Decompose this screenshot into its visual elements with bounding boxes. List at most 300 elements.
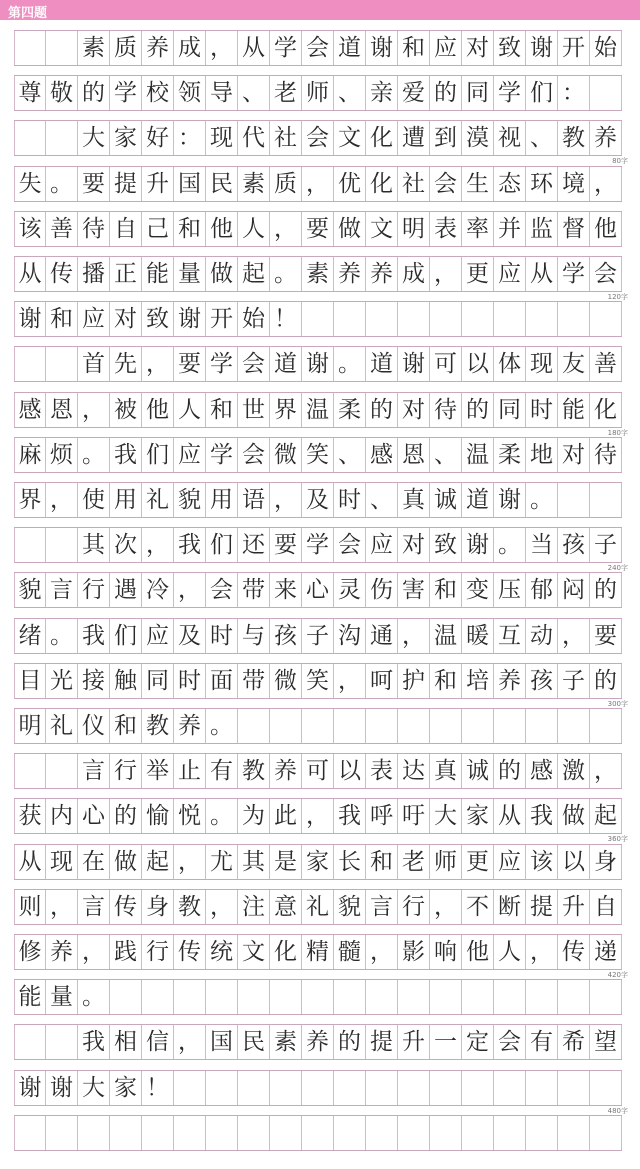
grid-cell: 郁: [526, 573, 558, 607]
grid-cell: 到: [430, 121, 462, 155]
grid-cell: 恩: [398, 438, 430, 472]
grid-cell: 成: [398, 257, 430, 291]
grid-cell: 害: [398, 573, 430, 607]
grid-cell: 养: [590, 121, 622, 155]
grid-cell: 质: [110, 31, 142, 65]
grid-cell: 学: [270, 31, 302, 65]
grid-cell: [238, 709, 270, 743]
grid-cell: 要: [174, 347, 206, 381]
grid-cell: 我: [78, 619, 110, 653]
grid-cell: 会: [206, 573, 238, 607]
grid-cell: ，: [526, 935, 558, 969]
grid-cell: [238, 1071, 270, 1105]
grid-cell: 传: [558, 935, 590, 969]
grid-cell: 希: [558, 1025, 590, 1059]
grid-cell: 对: [398, 393, 430, 427]
grid-cell: 的: [590, 664, 622, 698]
grid-cell: [46, 31, 78, 65]
grid-cell: [366, 1071, 398, 1105]
grid-cell: 升: [398, 1025, 430, 1059]
grid-cell: [366, 709, 398, 743]
grid-cell: 变: [462, 573, 494, 607]
grid-cell: 师: [430, 845, 462, 879]
grid-cell: 践: [110, 935, 142, 969]
grid-cell: 的: [366, 393, 398, 427]
grid-cell: 目: [14, 664, 46, 698]
grid-cell: 暖: [462, 619, 494, 653]
grid-cell: 内: [46, 799, 78, 833]
grid-cell: ，: [174, 845, 206, 879]
grid-row: [14, 572, 622, 608]
grid-cell: 更: [462, 257, 494, 291]
grid-cell: 待: [430, 393, 462, 427]
grid-cell: 道: [270, 347, 302, 381]
grid-cell: 触: [110, 664, 142, 698]
grid-cell: 从: [14, 845, 46, 879]
grid-cell: ！: [270, 302, 302, 336]
grid-cell: 灵: [334, 573, 366, 607]
grid-cell: 会: [238, 438, 270, 472]
grid-cell: 、: [366, 483, 398, 517]
grid-cell: 行: [110, 754, 142, 788]
grid-cell: [270, 1071, 302, 1105]
grid-cell: 柔: [494, 438, 526, 472]
grid-cell: 在: [78, 845, 110, 879]
grid-cell: [430, 980, 462, 1014]
grid-cell: 教: [174, 890, 206, 924]
grid-cell: 友: [558, 347, 590, 381]
grid-cell: 应: [430, 31, 462, 65]
grid-cell: 家: [110, 121, 142, 155]
grid-cell: [302, 1116, 334, 1150]
grid-cell: 时: [174, 664, 206, 698]
grid-cell: 和: [430, 664, 462, 698]
word-count-label: 120字: [607, 293, 628, 301]
grid-cell: 恩: [46, 393, 78, 427]
grid-cell: 表: [430, 212, 462, 246]
grid-cell: 尤: [206, 845, 238, 879]
grid-cell: 督: [558, 212, 590, 246]
grid-cell: 养: [174, 709, 206, 743]
grid-cell: 现: [46, 845, 78, 879]
grid-cell: [206, 1116, 238, 1150]
grid-row: [14, 798, 622, 834]
grid-cell: 起: [142, 845, 174, 879]
grid-cell: 温: [302, 393, 334, 427]
grid-cell: 环: [526, 167, 558, 201]
grid-cell: ，: [398, 619, 430, 653]
grid-cell: 养: [302, 1025, 334, 1059]
grid-cell: 使: [78, 483, 110, 517]
grid-cell: 。: [494, 528, 526, 562]
grid-cell: 谢: [366, 31, 398, 65]
grid-cell: 行: [142, 935, 174, 969]
grid-cell: ！: [142, 1071, 174, 1105]
grid-cell: 面: [206, 664, 238, 698]
grid-cell: 开: [558, 31, 590, 65]
grid-cell: 老: [270, 76, 302, 110]
grid-cell: ：: [174, 121, 206, 155]
grid-cell: 养: [270, 754, 302, 788]
grid-cell: 视: [494, 121, 526, 155]
grid-cell: 的: [110, 799, 142, 833]
grid-cell: ，: [302, 799, 334, 833]
grid-cell: 要: [590, 619, 622, 653]
grid-cell: 谢: [14, 1071, 46, 1105]
grid-cell: 校: [142, 76, 174, 110]
grid-cell: [206, 1071, 238, 1105]
grid-cell: [590, 1071, 622, 1105]
grid-cell: 烦: [46, 438, 78, 472]
grid-row: [14, 844, 622, 880]
grid-cell: [590, 1116, 622, 1150]
grid-cell: 举: [142, 754, 174, 788]
grid-cell: [590, 980, 622, 1014]
grid-cell: 致: [494, 31, 526, 65]
grid-cell: 柔: [334, 393, 366, 427]
grid-row: [14, 1024, 622, 1060]
grid-cell: ，: [430, 890, 462, 924]
grid-cell: [302, 709, 334, 743]
grid-cell: [142, 980, 174, 1014]
grid-cell: 会: [430, 167, 462, 201]
grid-cell: 貌: [14, 573, 46, 607]
grid-cell: ，: [590, 167, 622, 201]
grid-row: [14, 753, 622, 789]
grid-cell: 其: [238, 845, 270, 879]
essay-grid-sheet: [0, 20, 640, 1169]
grid-cell: 同: [142, 664, 174, 698]
grid-cell: 注: [238, 890, 270, 924]
grid-cell: [558, 483, 590, 517]
grid-cell: 道: [334, 31, 366, 65]
grid-cell: 正: [110, 257, 142, 291]
grid-cell: 待: [590, 438, 622, 472]
grid-cell: 、: [334, 76, 366, 110]
grid-cell: 用: [206, 483, 238, 517]
grid-cell: 此: [270, 799, 302, 833]
grid-cell: 现: [206, 121, 238, 155]
grid-cell: 传: [46, 257, 78, 291]
grid-cell: 的: [78, 76, 110, 110]
grid-cell: 麻: [14, 438, 46, 472]
grid-cell: 带: [238, 664, 270, 698]
grid-cell: 会: [302, 31, 334, 65]
grid-cell: ，: [142, 528, 174, 562]
grid-cell: 监: [526, 212, 558, 246]
grid-cell: 培: [462, 664, 494, 698]
grid-cell: 遇: [110, 573, 142, 607]
grid-cell: 有: [526, 1025, 558, 1059]
grid-cell: 。: [78, 980, 110, 1014]
grid-cell: [494, 1116, 526, 1150]
grid-cell: 笑: [302, 664, 334, 698]
grid-cell: 以: [462, 347, 494, 381]
grid-row: [14, 437, 622, 473]
grid-cell: 谢: [526, 31, 558, 65]
grid-cell: 体: [494, 347, 526, 381]
grid-cell: 学: [558, 257, 590, 291]
grid-cell: 们: [110, 619, 142, 653]
grid-cell: 表: [366, 754, 398, 788]
grid-cell: 。: [334, 347, 366, 381]
grid-cell: 递: [590, 935, 622, 969]
grid-cell: [46, 754, 78, 788]
grid-cell: [14, 121, 46, 155]
grid-cell: [558, 302, 590, 336]
grid-cell: 升: [142, 167, 174, 201]
grid-cell: ，: [46, 890, 78, 924]
grid-cell: 质: [270, 167, 302, 201]
grid-cell: 会: [494, 1025, 526, 1059]
grid-cell: 。: [46, 167, 78, 201]
grid-cell: [334, 709, 366, 743]
grid-cell: 道: [366, 347, 398, 381]
grid-cell: 达: [398, 754, 430, 788]
grid-cell: 现: [526, 347, 558, 381]
grid-cell: ，: [558, 619, 590, 653]
grid-cell: 尊: [14, 76, 46, 110]
grid-cell: 文: [334, 121, 366, 155]
grid-cell: 子: [558, 664, 590, 698]
grid-cell: 行: [398, 890, 430, 924]
grid-cell: 次: [110, 528, 142, 562]
grid-cell: 会: [590, 257, 622, 291]
grid-cell: 播: [78, 257, 110, 291]
word-count-label: 360字: [607, 835, 628, 844]
grid-cell: 谢: [46, 1071, 78, 1105]
grid-cell: [46, 1025, 78, 1059]
grid-row: [14, 934, 622, 970]
grid-cell: 应: [78, 302, 110, 336]
grid-cell: 导: [206, 76, 238, 110]
grid-cell: 和: [366, 845, 398, 879]
grid-cell: 孩: [558, 528, 590, 562]
grid-cell: [46, 121, 78, 155]
grid-cell: 感: [526, 754, 558, 788]
grid-cell: 应: [494, 845, 526, 879]
grid-cell: 和: [206, 393, 238, 427]
grid-cell: [14, 347, 46, 381]
grid-cell: [366, 1116, 398, 1150]
grid-cell: ，: [270, 212, 302, 246]
grid-cell: 代: [238, 121, 270, 155]
grid-cell: [46, 528, 78, 562]
grid-cell: 温: [430, 619, 462, 653]
grid-cell: [494, 709, 526, 743]
grid-cell: 民: [206, 167, 238, 201]
grid-cell: 同: [462, 76, 494, 110]
grid-cell: 师: [302, 76, 334, 110]
grid-cell: 。: [526, 483, 558, 517]
grid-cell: 和: [110, 709, 142, 743]
grid-cell: 谢: [174, 302, 206, 336]
grid-cell: 精: [302, 935, 334, 969]
grid-cell: 诚: [462, 754, 494, 788]
grid-cell: ，: [430, 257, 462, 291]
grid-cell: 教: [558, 121, 590, 155]
grid-cell: 孩: [270, 619, 302, 653]
grid-cell: 真: [398, 483, 430, 517]
grid-cell: [46, 347, 78, 381]
grid-cell: ，: [78, 935, 110, 969]
grid-row: [14, 1070, 622, 1106]
grid-cell: [302, 1071, 334, 1105]
grid-cell: 。: [206, 709, 238, 743]
grid-cell: 漠: [462, 121, 494, 155]
grid-cell: 言: [78, 890, 110, 924]
grid-cell: 对: [110, 302, 142, 336]
word-count-label: 240字: [607, 564, 628, 573]
grid-cell: 界: [270, 393, 302, 427]
grid-row: [14, 618, 622, 654]
grid-cell: 言: [46, 573, 78, 607]
grid-cell: 及: [302, 483, 334, 517]
grid-cell: 学: [206, 438, 238, 472]
grid-row: [14, 346, 622, 382]
grid-cell: 与: [238, 619, 270, 653]
grid-row: [14, 889, 622, 925]
grid-cell: [590, 709, 622, 743]
grid-cell: [398, 1071, 430, 1105]
grid-cell: 们: [206, 528, 238, 562]
grid-cell: 望: [590, 1025, 622, 1059]
grid-cell: 家: [462, 799, 494, 833]
grid-cell: [558, 980, 590, 1014]
grid-cell: 响: [430, 935, 462, 969]
grid-cell: 身: [142, 890, 174, 924]
grid-cell: 文: [238, 935, 270, 969]
grid-cell: [14, 1116, 46, 1150]
grid-cell: 量: [46, 980, 78, 1014]
grid-cell: 始: [590, 31, 622, 65]
grid-cell: 被: [110, 393, 142, 427]
grid-cell: 生: [462, 167, 494, 201]
question-title: 第四题: [8, 6, 48, 21]
grid-cell: 礼: [142, 483, 174, 517]
grid-cell: 为: [238, 799, 270, 833]
grid-cell: [302, 302, 334, 336]
grid-cell: [462, 1071, 494, 1105]
grid-cell: 有: [206, 754, 238, 788]
grid-cell: 化: [590, 393, 622, 427]
grid-cell: 貌: [334, 890, 366, 924]
grid-cell: 会: [334, 528, 366, 562]
grid-cell: 对: [558, 438, 590, 472]
grid-cell: ，: [46, 483, 78, 517]
grid-cell: 他: [462, 935, 494, 969]
grid-cell: 当: [526, 528, 558, 562]
grid-cell: 我: [174, 528, 206, 562]
grid-cell: 提: [366, 1025, 398, 1059]
grid-cell: 素: [270, 1025, 302, 1059]
grid-cell: 开: [206, 302, 238, 336]
grid-cell: 感: [366, 438, 398, 472]
grid-cell: 压: [494, 573, 526, 607]
grid-cell: 自: [590, 890, 622, 924]
grid-cell: 好: [142, 121, 174, 155]
grid-cell: 用: [110, 483, 142, 517]
grid-cell: [334, 980, 366, 1014]
grid-cell: 心: [78, 799, 110, 833]
grid-cell: [462, 709, 494, 743]
grid-cell: 要: [78, 167, 110, 201]
grid-cell: ，: [366, 935, 398, 969]
grid-cell: 善: [46, 212, 78, 246]
grid-cell: 。: [270, 257, 302, 291]
grid-cell: 闷: [558, 573, 590, 607]
grid-cell: 大: [430, 799, 462, 833]
grid-cell: 的: [590, 573, 622, 607]
grid-cell: [174, 980, 206, 1014]
grid-cell: 要: [302, 212, 334, 246]
grid-cell: [366, 302, 398, 336]
grid-cell: [494, 1071, 526, 1105]
grid-cell: 以: [558, 845, 590, 879]
grid-cell: 素: [238, 167, 270, 201]
grid-cell: [430, 1071, 462, 1105]
grid-cell: 人: [238, 212, 270, 246]
grid-cell: 护: [398, 664, 430, 698]
grid-cell: 言: [366, 890, 398, 924]
grid-cell: 领: [174, 76, 206, 110]
grid-cell: 笑: [302, 438, 334, 472]
grid-cell: 意: [270, 890, 302, 924]
grid-cell: 传: [110, 890, 142, 924]
grid-cell: [590, 76, 622, 110]
grid-cell: 家: [110, 1071, 142, 1105]
grid-cell: 信: [142, 1025, 174, 1059]
grid-cell: 他: [142, 393, 174, 427]
grid-cell: ，: [174, 1025, 206, 1059]
grid-cell: 做: [334, 212, 366, 246]
grid-cell: 言: [78, 754, 110, 788]
grid-cell: 从: [526, 257, 558, 291]
grid-cell: 时: [526, 393, 558, 427]
grid-cell: 失: [14, 167, 46, 201]
grid-cell: 心: [302, 573, 334, 607]
grid-cell: 身: [590, 845, 622, 879]
grid-cell: ，: [334, 664, 366, 698]
grid-cell: 的: [494, 754, 526, 788]
grid-cell: 首: [78, 347, 110, 381]
grid-cell: 起: [238, 257, 270, 291]
grid-cell: ，: [302, 167, 334, 201]
grid-row: [14, 527, 622, 563]
grid-cell: 明: [14, 709, 46, 743]
grid-cell: 做: [558, 799, 590, 833]
grid-cell: 、: [526, 121, 558, 155]
grid-cell: 子: [590, 528, 622, 562]
grid-cell: [270, 1116, 302, 1150]
grid-cell: 的: [462, 393, 494, 427]
grid-cell: 善: [590, 347, 622, 381]
grid-cell: [398, 1116, 430, 1150]
grid-cell: 定: [462, 1025, 494, 1059]
grid-cell: 通: [366, 619, 398, 653]
grid-cell: [462, 980, 494, 1014]
grid-cell: 国: [206, 1025, 238, 1059]
grid-cell: 国: [174, 167, 206, 201]
grid-cell: 的: [334, 1025, 366, 1059]
grid-cell: 。: [78, 438, 110, 472]
grid-cell: [494, 980, 526, 1014]
grid-cell: 和: [46, 302, 78, 336]
grid-row: [14, 75, 622, 111]
grid-cell: 获: [14, 799, 46, 833]
grid-cell: 明: [398, 212, 430, 246]
grid-cell: 界: [14, 483, 46, 517]
